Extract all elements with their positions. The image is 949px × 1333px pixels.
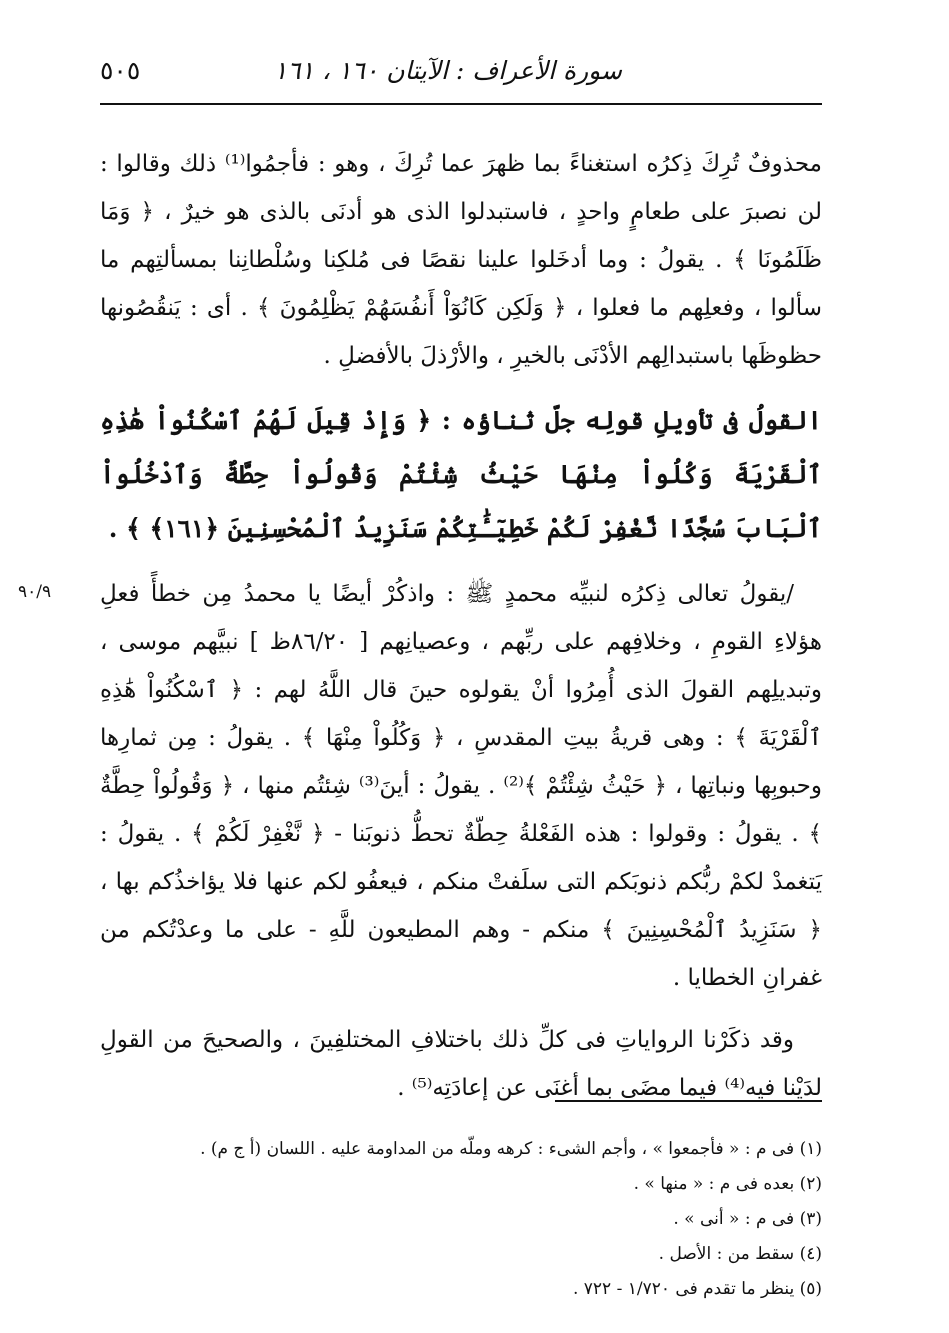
running-header: [100, 52, 822, 92]
footnote-rule: [555, 1100, 822, 1102]
paragraph-verse-commentary: /يقولُ تعالى ذِكرُه لنبيِّه محمدٍ ﷺ : واذكُرْ أيضًا يا محمدُ مِن خطأً فعلِ هؤلاءِ القومِ ، وخلافِهم على ربِّهم ، وعصيانِهم [ ٨٦/٢٠ظ ] نبيَّهم موسى ، وتبديلِهم القولَ الذى أُمِرُوا أنْ يقولوه حينَ قال اللَّهُ لهم : ﴿ ٱسْكُنُواْ هَٰذِهِ ٱلْقَرْيَةَ ﴾ : وهى قريةُ بيتِ المقدسِ ، ﴿ وَكُلُواْ مِنْهَا ﴾ . يقولُ : مِن ثمارِها وحبوبِها ونباتِها ، ﴿ حَيْثُ شِئْتُمْ ﴾⁽²⁾ . يقولُ : أينَ⁽³⁾ شِئتُم منها ، ﴿ وَقُولُواْ حِطَّةٌ ﴾ . يقولُ : وقولوا : هذه الفَعْلةُ حِطّةٌ تحطُّ ذنوبَنا - ﴿ نَّغْفِرْ لَكُمْ ﴾ . يقولُ : يَتغمدْ لكمْ ربُّكم ذنوبَكم التى سلَفتْ منكم ، فيعفُو لكم عنها فلا يؤاخذُكم بها ، ﴿ سَنَزِيدُ ٱلْمُحْسِنِينَ ﴾ منكم - وهم المطيعون للَّهِ - على ما وعدْتُكم من غفرانِ الخطايا .: [100, 581, 823, 991]
footnote-5: (٥) ينظر ما تقدم فى ١/٧٢٠ - ٧٢٢ .: [572, 1279, 822, 1299]
main-text: [100, 140, 822, 1126]
header-rule: [100, 103, 822, 105]
paragraph-closing-note: وقد ذكَرْنا الرواياتِ فى كلِّ ذلك باختلافِ المختلفِينَ ، والصحيحَ من القولِ لدَيْنا فيه⁽⁴⁾ فيما مضَى بما أغنَى عن إعادَتِه⁽⁵⁾ .: [100, 1027, 822, 1101]
footnote-3: (٣) فى م : « أنى » .: [673, 1209, 822, 1229]
footnotes: [100, 1132, 822, 1307]
margin-page-reference: ٩٠/٩: [18, 582, 52, 602]
running-title: سورة الأعراف : الآيتان ١٦٠ ، ١٦١: [273, 56, 622, 85]
paragraph-verse-heading: القولُ فى تأويلِ قولِه جلّ ثناؤه : ﴿ وَإِذْ قِيلَ لَهُمُ ٱسْكُنُواْ هَٰذِهِ ٱلْقَرْيَةَ وَكُلُواْ مِنْهَا حَيْثُ شِئْتُمْ وَقُولُواْ حِطَّةٌ وَٱدْخُلُواْ ٱلْبَابَ سُجَّدًا نَّغْفِرْ لَكُمْ خَطِيٓـَٰٔتِكُمْ سَنَزِيدُ ٱلْمُحْسِنِينَ ﴿١٦١﴾ ﴾ .: [100, 406, 822, 543]
footnote-1: (١) فى م : « فأجمعوا » ، وأجم الشىء : كرهه وملّه من المداومة عليه . اللسان (أ ج م) .: [200, 1139, 822, 1159]
paragraph-commentary-end: محذوفٌ تُرِكَ ذِكرُه استغناءً بما ظهرَ عما تُرِكَ ، وهو : فأجمُوا⁽¹⁾ ذلك وقالوا : لن نصبرَ على طعامٍ واحدٍ ، فاستبدلوا الذى هو أدنَى بالذى هو خيرٌ ، ﴿ وَمَا ظَلَمُونَا ﴾ . يقولُ : وما أدخَلوا علينا نقصًا فى مُلكِنا وسُلْطانِنا بمسألتِهم ما سألوا ، وفعلِهم ما فعلوا ، ﴿ وَلَكِن كَانُوٓاْ أَنفُسَهُمْ يَظْلِمُونَ ﴾ . أى : يَنقُصُونها حظوظَها باستبدالِهم الأدْنَى بالخيرِ ، والأرْذلَ بالأفضلِ .: [100, 151, 822, 369]
page-number: ٥٠٥: [100, 56, 141, 85]
footnote-2: (٢) بعده فى م : « منها » .: [633, 1174, 822, 1194]
footnote-4: (٤) سقط من : الأصل .: [658, 1244, 822, 1264]
